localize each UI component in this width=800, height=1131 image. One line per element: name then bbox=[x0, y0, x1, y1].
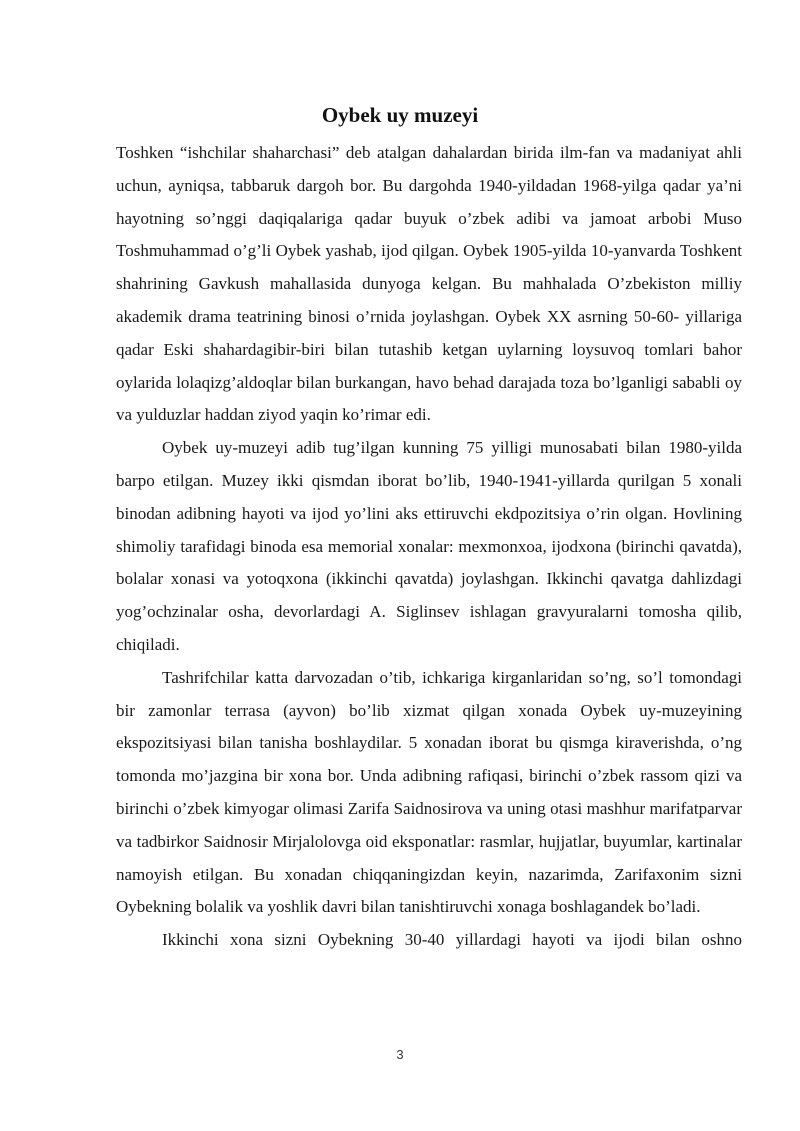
paragraph-visitors: Tashrifchilar katta darvozadan o’tib, ichkariga kirganlaridan so’ng, so’l tomondagi bir zamonlar terrasa (ayvon) bo’lib xizmat qilgan xonada Oybek uy-muzeyining ekspozitsiyasi bilan tanisha boshlaydilar. 5 xonadan iborat bu qismga kiraverishda, o’ng tomonda mo’jazgina bir xona bor. Unda adibning rafiqasi, birinchi o’zbek rassom qizi va birinchi o’zbek kimyogar olimasi Zarifa Saidnosirova va uning otasi mashhur marifatparvar va tadbirkor Saidnosir Mirjalolovga oid eksponatlar: rasmlar, hujjatlar, buyumlar, kartinalar namoyish etilgan. Bu xonadan chiqqaningizdan keyin, nazarimda, Zarifaxonim sizni Oybekning bolalik va yoshlik davri bilan tanishtiruvchi xonaga boshlagandek bo’ladi. bbox=[116, 667, 742, 917]
paragraph-museum-founding: Oybek uy-muzeyi adib tug’ilgan kunning 75 yilligi munosabati bilan 1980-yilda barpo etilgan. Muzey ikki qismdan iborat bo’lib, 1940-1941-yillarda qurilgan 5 xonali binodan adibning hayoti va ijod yo’lini aks ettiruvchi ekdpozitsiya o’rin olgan. Hovlining shimoliy tarafidagi binoda esa memorial xonalar: mexmonxoa, ijodxona (birinchi qavatda), bolalar xonasi va yotoqxona (ikkinchi qavatda) joylashgan. Ikkinchi qavatga dahlizdagi yog’ochzinalar osha, devorlardagi A. Siglinsev ishlagan gravyuralarni tomosha qilib, chiqiladi. bbox=[116, 438, 742, 654]
paragraph-intro: Toshken “ishchilar shaharchasi” deb atalgan dahalardan birida ilm-fan va madaniyat ahli uchun, ayniqsa, tabbaruk dargoh bor. Bu dargohda 1940-yildadan 1968-yilga qadar ya’ni hayotning so’nggi daqiqalariga qadar buyuk o’zbek adibi va jamoat arbobi Muso Toshmuhammad o’g’li Oybek yashab, ijod qilgan. Oybek 1905-yilda 10-yanvarda Toshkent shahrining Gavkush mahallasida dunyoga kelgan. Bu mahhalada O’zbekiston milliy akademik drama teatrining binosi o’rnida joylashgan. Oybek XX asrning 50-60- yillariga qadar Eski shahardagibir-biri bilan tutashib ketgan uylarning loysuvoq tomlari bahor oylarida lolaqizg’aldoqlar bilan burkangan, havo behad darajada toza bo’lganligi sababli oy va yulduzlar haddan ziyod yaqin ko’rimar edi. bbox=[116, 143, 742, 425]
paragraph-second-room: Ikkinchi xona sizni Oybekning 30-40 yillardagi hayoti va ijodi bilan oshno bbox=[162, 930, 742, 950]
page-title: Oybek uy muzeyi bbox=[321, 103, 479, 127]
document-body bbox=[116, 137, 742, 957]
page-number: 3 bbox=[396, 1047, 404, 1062]
